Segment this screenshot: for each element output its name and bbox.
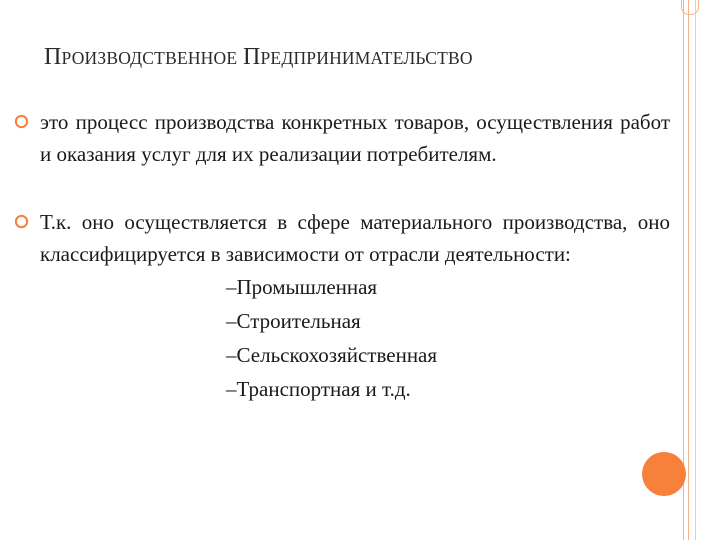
title-word2-rest: РЕДПРИНИМАТЕЛЬСТВО — [260, 48, 473, 68]
list-item: –Строительная — [226, 309, 361, 333]
circle-bullet-icon — [14, 214, 29, 229]
bullet-text: Т.к. оно осуществляется в сфере материального производства, оно классифицируется в зависимости от отрасли деятельности: — [40, 210, 670, 266]
slide-title — [44, 44, 473, 71]
list-item: –Транспортная и т.д. — [226, 377, 411, 401]
title-word2-initial: П — [242, 44, 261, 70]
list-item: –Промышленная — [226, 275, 378, 299]
circle-bullet-icon — [14, 114, 29, 129]
industry-list — [40, 270, 670, 406]
slide-content — [40, 106, 670, 406]
title-initial: П — [44, 44, 62, 70]
bullet-item — [40, 206, 670, 406]
bullet-text: это процесс производства конкретных товаров, осуществления работ и оказания услуг для их реализации потребителям. — [40, 110, 670, 166]
title-rest: РОИЗВОДСТВЕННОЕ — [61, 48, 238, 68]
orange-circle-decoration — [642, 452, 686, 496]
list-item: –Сельскохозяйственная — [226, 343, 438, 367]
frame-line — [688, 0, 689, 540]
frame-line — [683, 0, 684, 540]
frame-line — [695, 0, 696, 540]
bullet-item — [40, 106, 670, 170]
